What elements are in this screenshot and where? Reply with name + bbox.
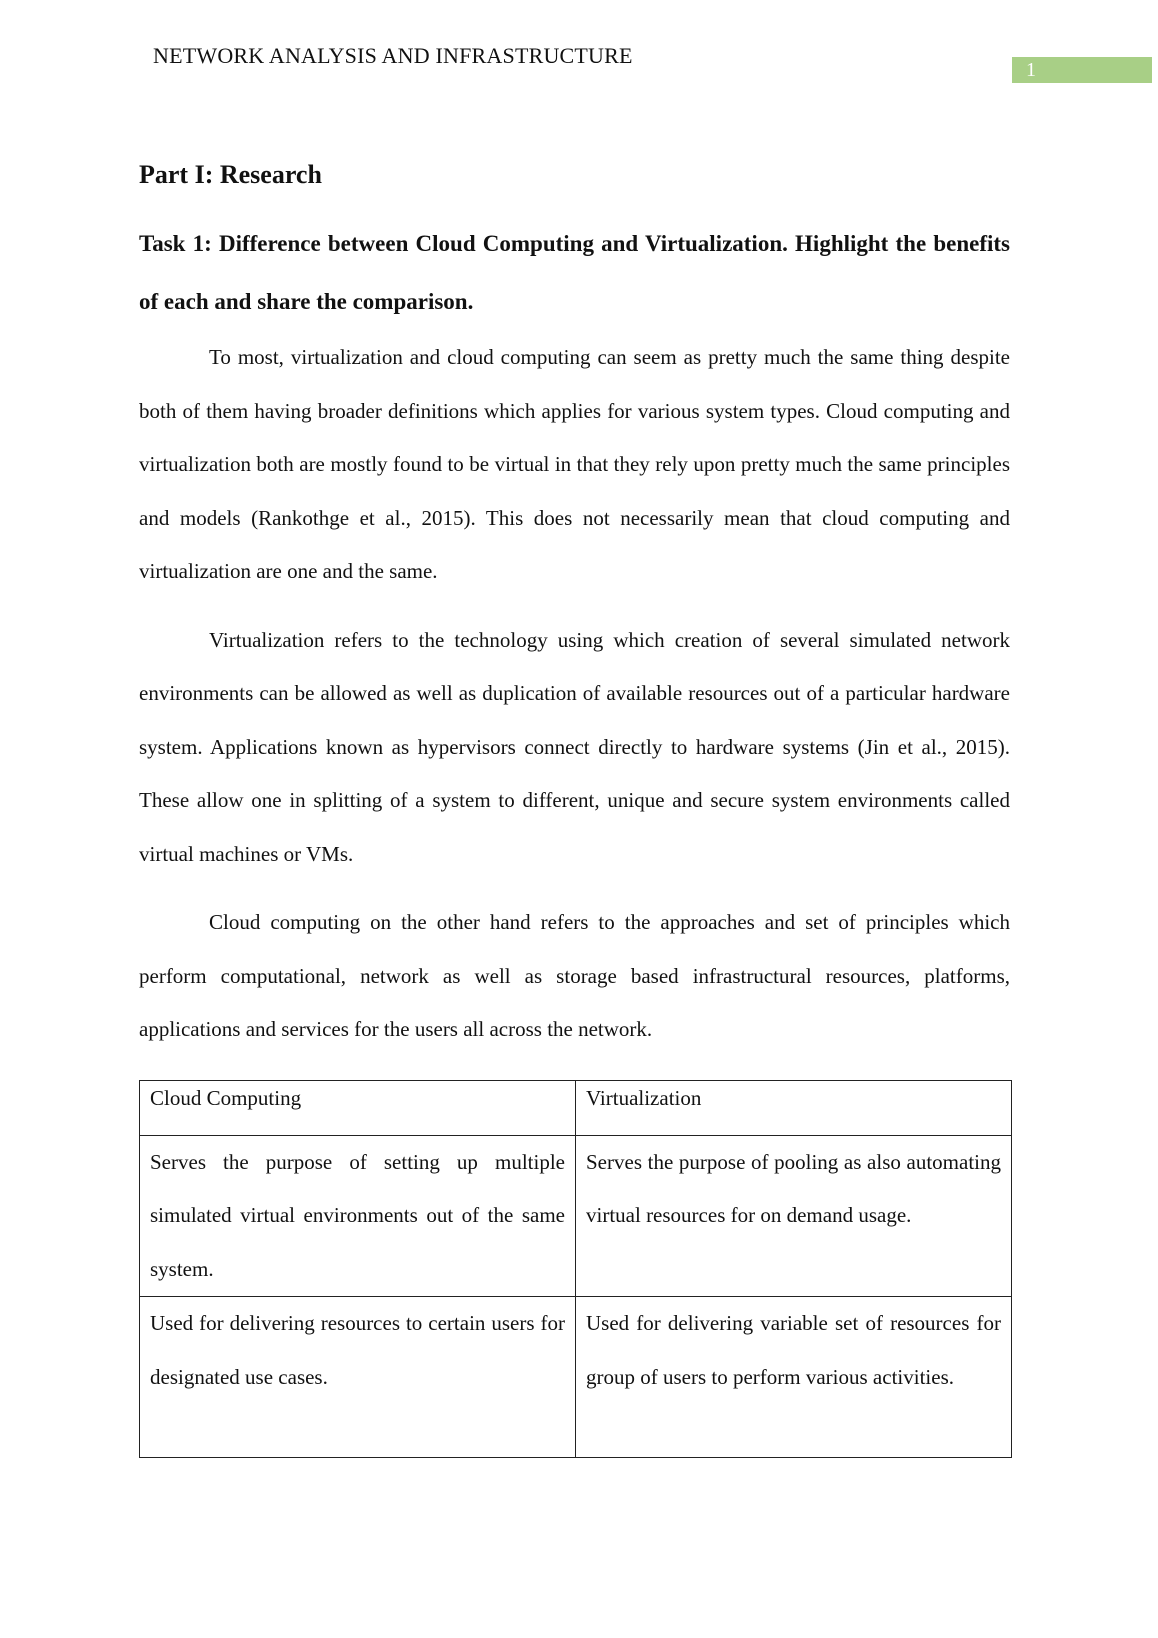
paragraph-intro: To most, virtualization and cloud computing can seem as pretty much the same thing despite both of them having broader definitions which applies for various system types. Cloud computing and virtualization both are mostly found to be virtual in that they rely upon pretty much the same principles and models (Rankothge et al., 2015). This does not necessarily mean that cloud computing and virtualization are one and the same.: [139, 345, 1010, 583]
paragraph-cloud-computing: Cloud computing on the other hand refers to the approaches and set of principles which perform computational, network as well as storage based infrastructural resources, platforms, applications and services for the users all across the network.: [139, 910, 1010, 1041]
table-cell: Serves the purpose of setting up multiple simulated virtual environments out of the same system.: [140, 1135, 576, 1297]
running-head: NETWORK ANALYSIS AND INFRASTRUCTURE: [153, 43, 633, 68]
part-heading: Part I: Research: [139, 160, 322, 189]
table-cell: Serves the purpose of pooling as also automating virtual resources for on demand usage.: [576, 1135, 1012, 1297]
table-row: [140, 1135, 1012, 1297]
table-header-row: [140, 1080, 1012, 1135]
table-cell: Used for delivering resources to certain users for designated use cases.: [140, 1297, 576, 1458]
document-body: [139, 155, 1010, 1458]
table-header-cell: Virtualization: [576, 1080, 1012, 1135]
comparison-table: [139, 1080, 1012, 1459]
table-cell: Used for delivering variable set of resources for group of users to perform various activities.: [576, 1297, 1012, 1458]
table-row: [140, 1297, 1012, 1458]
page-number: 1: [1012, 57, 1152, 83]
task-heading: Task 1: Difference between Cloud Computing and Virtualization. Highlight the benefits of each and share the comparison.: [139, 231, 1010, 314]
paragraph-virtualization: Virtualization refers to the technology using which creation of several simulated network environments can be allowed as well as duplication of available resources out of a particular hardware system. Applications known as hypervisors connect directly to hardware systems (Jin et al., 2015). These allow one in splitting of a system to different, unique and secure system environments called virtual machines or VMs.: [139, 627, 1010, 866]
table-header-cell: Cloud Computing: [140, 1080, 576, 1135]
